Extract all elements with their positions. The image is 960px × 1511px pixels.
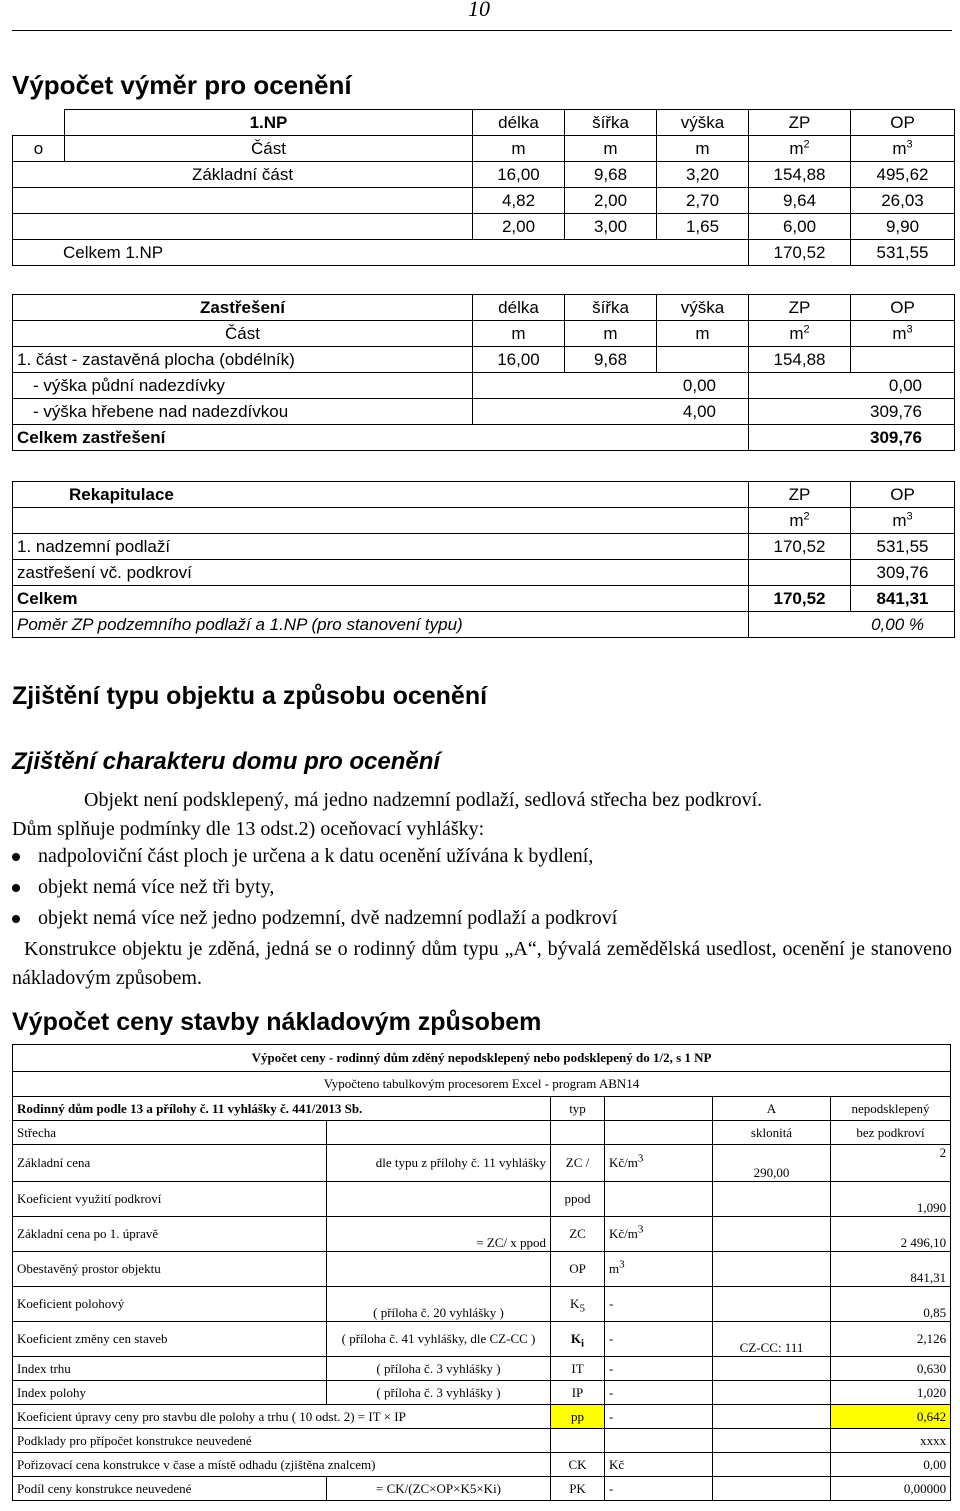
row-label: Index trhu (13, 1357, 327, 1381)
cell: 2,00 (473, 214, 565, 240)
total-label: Celkem zastřešení (13, 425, 749, 451)
cell: 309,76 (749, 399, 955, 425)
bullet-icon (12, 915, 20, 923)
cell: ( příloha č. 3 vyhlášky ) (327, 1357, 551, 1381)
cell (327, 1182, 551, 1217)
cell: 4,82 (473, 188, 565, 214)
total-zp: 170,52 (749, 240, 851, 266)
cell (605, 1121, 713, 1145)
cell: 2,70 (657, 188, 749, 214)
table-row (13, 1145, 951, 1182)
cell: 841,31 (831, 1252, 951, 1287)
cell: - (605, 1477, 713, 1501)
total-op: 309,76 (749, 425, 955, 451)
cell: 6,00 (749, 214, 851, 240)
cell: 0,85 (831, 1287, 951, 1322)
table-row (13, 1322, 951, 1357)
cell: ( příloha č. 20 vyhlášky ) (327, 1287, 551, 1322)
table-row (13, 1405, 951, 1429)
header-rule (12, 30, 952, 31)
col-sirka: šířka (565, 110, 657, 136)
table-row (13, 214, 955, 240)
unit-m2: $m^2$ (749, 508, 851, 534)
cell: 3,00 (565, 214, 657, 240)
row-label (13, 214, 473, 240)
section-title-vypocet: Výpočet ceny stavby nákladovým způsobem (12, 1008, 542, 1036)
roof-header-row (13, 295, 955, 321)
np-cast-header: Část (65, 136, 473, 162)
cell: bez podkroví (831, 1121, 951, 1145)
unit-m: m (565, 321, 657, 347)
np-o-cell: o (13, 136, 65, 162)
row-label: Koeficient polohový (13, 1287, 327, 1322)
cell (713, 1217, 831, 1252)
cell: ZC (551, 1217, 605, 1252)
page-number: 10 (468, 0, 490, 21)
row-label: Rodinný dům podle 13 a přílohy č. 11 vyhlášky č. 441/2013 Sb. (13, 1097, 551, 1121)
cell: typ (551, 1097, 605, 1121)
cell: 495,62 (851, 162, 955, 188)
cell: IT (551, 1357, 605, 1381)
col-op: OP (851, 482, 955, 508)
unit-m: m (473, 136, 565, 162)
cell: 2 (831, 1145, 951, 1182)
recap-header-row (13, 482, 955, 508)
table-row (13, 1381, 951, 1405)
ratio-label: Poměr ZP podzemního podlaží a 1.NP (pro stanovení typu) (13, 612, 749, 638)
roof-table (12, 294, 955, 451)
col-op: OP (851, 110, 955, 136)
cell: 0,00 (473, 373, 749, 399)
np-units-row (13, 136, 955, 162)
np-header-row (13, 110, 955, 136)
np-total-row (13, 240, 955, 266)
table-row (13, 1252, 951, 1287)
section-title-typ: Zjištění typu objektu a způsobu ocenění (12, 682, 488, 710)
cell: IP (551, 1381, 605, 1405)
cell: nepodsklepený (831, 1097, 951, 1121)
cell: 0,642 (831, 1405, 951, 1429)
cell (713, 1453, 831, 1477)
total-label: Celkem 1.NP (13, 240, 749, 266)
section-title-charakter: Zjištění charakteru domu pro ocenění (12, 748, 441, 775)
cell: 9,90 (851, 214, 955, 240)
cell (551, 1121, 605, 1145)
bullet-icon (12, 853, 20, 861)
ki-symbol: $K_i$ (551, 1322, 605, 1357)
row-label: 1. část - zastavěná plocha (obdélník) (13, 347, 473, 373)
row-label: Základní cena po 1. úpravě (13, 1217, 327, 1252)
recap-units-row (13, 508, 955, 534)
cell: 1,090 (831, 1182, 951, 1217)
cell: 0,00000 (831, 1477, 951, 1501)
col-sirka: šířka (565, 295, 657, 321)
cell: OP (551, 1252, 605, 1287)
row-label: zastřešení vč. podkroví (13, 560, 749, 586)
col-delka: délka (473, 295, 565, 321)
row-label: Podklady pro přípočet konstrukce neuvedené (13, 1429, 551, 1453)
cell: - (605, 1287, 713, 1322)
row-label: Střecha (13, 1121, 327, 1145)
table-row (13, 1453, 951, 1477)
cell (713, 1429, 831, 1453)
cell: CZ-CC: 111 (713, 1322, 831, 1357)
cell (713, 1381, 831, 1405)
row-label: Podíl ceny konstrukce neuvedené (13, 1477, 327, 1501)
section-title-vymery: Výpočet výměr pro ocenění (12, 70, 352, 100)
table-row (13, 560, 955, 586)
total-op: 841,31 (851, 586, 955, 612)
cell: 9,64 (749, 188, 851, 214)
cell: A (713, 1097, 831, 1121)
recap-ratio-row (13, 612, 955, 638)
row-label: Index polohy (13, 1381, 327, 1405)
calc-table (12, 1044, 951, 1501)
cell (327, 1252, 551, 1287)
cell: 2,00 (565, 188, 657, 214)
cell: ( příloha č. 41 vyhlášky, dle CZ-CC ) (327, 1322, 551, 1357)
cell: 531,55 (851, 534, 955, 560)
calc-subtitle: Vypočteno tabulkovým procesorem Excel - program ABN14 (13, 1072, 951, 1097)
cell (713, 1357, 831, 1381)
unit-m3: $m^3$ (851, 321, 955, 347)
k5-symbol: $K_5$ (551, 1287, 605, 1322)
calc-title: Výpočet ceny - rodinný dům zděný nepodsklepený nebo podsklepený do 1/2, s 1 NP (13, 1045, 951, 1072)
unit-kc-m3: $Kč/m^3$ (605, 1217, 713, 1252)
cell (605, 1182, 713, 1217)
unit-m2: $m^2$ (749, 136, 851, 162)
table-row (13, 347, 955, 373)
table-row (13, 1182, 951, 1217)
cell: 9,68 (565, 347, 657, 373)
cell: 26,03 (851, 188, 955, 214)
cell (657, 347, 749, 373)
unit-m: m (657, 136, 749, 162)
list-item-text: objekt nemá více než jedno podzemní, dvě nadzemní podlaží a podkroví (38, 907, 618, 929)
cell: 0,630 (831, 1357, 951, 1381)
bullet-icon (12, 884, 20, 892)
roof-header-label: Zastřešení (13, 295, 473, 321)
cell (713, 1477, 831, 1501)
unit-m2: $m^2$ (749, 321, 851, 347)
cell (551, 1429, 605, 1453)
cell: CK (551, 1453, 605, 1477)
calc-title-row (13, 1045, 951, 1072)
cell: 1,020 (831, 1381, 951, 1405)
col-vyska: výška (657, 295, 749, 321)
col-zp: ZP (749, 482, 851, 508)
list-item (12, 845, 593, 868)
calc-subtitle-row (13, 1072, 951, 1097)
cell (713, 1182, 831, 1217)
cell: 154,88 (749, 162, 851, 188)
cell: sklonitá (713, 1121, 831, 1145)
ratio-value: 0,00 % (749, 612, 955, 638)
row-label: Pořizovací cena konstrukce v čase a místě odhadu (zjištěna znalcem) (13, 1453, 551, 1477)
cell: 16,00 (473, 347, 565, 373)
table-row (13, 1217, 951, 1252)
cell: 2 496,10 (831, 1217, 951, 1252)
row-label: Obestavěný prostor objektu (13, 1252, 327, 1287)
cell: ppod (551, 1182, 605, 1217)
cell: 9,68 (565, 162, 657, 188)
row-label: Základní část (13, 162, 473, 188)
table-row (13, 534, 955, 560)
cell (713, 1252, 831, 1287)
recap-total-row (13, 586, 955, 612)
cell (327, 1121, 551, 1145)
cell: ( příloha č. 3 vyhlášky ) (327, 1381, 551, 1405)
cell: 154,88 (749, 347, 851, 373)
table-row (13, 399, 955, 425)
table-row (13, 188, 955, 214)
roof-cast-header: Část (13, 321, 473, 347)
unit-kc-m3: $Kč/m^3$ (605, 1145, 713, 1182)
cell: = CK/(ZC×OP×K5×Ki) (327, 1477, 551, 1501)
cell: 170,52 (749, 534, 851, 560)
row-label: Koeficient úpravy ceny pro stavbu dle polohy a trhu ( 10 odst. 2) = IT × IP (13, 1405, 551, 1429)
cell: - (605, 1381, 713, 1405)
recap-table (12, 481, 955, 638)
list-item-text: objekt nemá více než tři byty, (38, 876, 275, 898)
table-row (13, 1429, 951, 1453)
cell: 0,00 (831, 1453, 951, 1477)
cell: = ZC/ x ppod (327, 1217, 551, 1252)
recap-header-label: Rekapitulace (13, 482, 749, 508)
table-row (13, 162, 955, 188)
np-header-label: 1.NP (65, 110, 473, 136)
table-row (13, 1477, 951, 1501)
cell: dle typu z přílohy č. 11 vyhlášky (327, 1145, 551, 1182)
list-item-text: nadpoloviční část ploch je určena a k datu ocenění užívána k bydlení, (38, 845, 594, 867)
total-op: 531,55 (851, 240, 955, 266)
unit-m3: $m^3$ (851, 508, 955, 534)
empty-cell (13, 508, 749, 534)
unit-m: m (473, 321, 565, 347)
paragraph-podminky: Dům splňuje podmínky dle 13 odst.2) oceňovací vyhlášky: (12, 818, 485, 840)
table-row (13, 1121, 951, 1145)
cell: pp (551, 1405, 605, 1429)
row-label: Základní cena (13, 1145, 327, 1182)
row-label: - výška půdní nadezdívky (13, 373, 473, 399)
row-label: - výška hřebene nad nadezdívkou (13, 399, 473, 425)
cell: 1,65 (657, 214, 749, 240)
cell: 16,00 (473, 162, 565, 188)
col-op: OP (851, 295, 955, 321)
cell: 2,126 (831, 1322, 951, 1357)
roof-units-row (13, 321, 955, 347)
col-vyska: výška (657, 110, 749, 136)
table-row (13, 1287, 951, 1322)
cell: - (605, 1357, 713, 1381)
row-label (13, 188, 473, 214)
cell: - (605, 1322, 713, 1357)
unit-m: m (565, 136, 657, 162)
cell: xxxx (831, 1429, 951, 1453)
cell (851, 347, 955, 373)
row-label: 1. nadzemní podlaží (13, 534, 749, 560)
cell (713, 1287, 831, 1322)
cell (605, 1429, 713, 1453)
col-delka: délka (473, 110, 565, 136)
unit-m3: $m^3$ (851, 136, 955, 162)
cell: 3,20 (657, 162, 749, 188)
cell: PK (551, 1477, 605, 1501)
cell: 0,00 (749, 373, 955, 399)
col-zp: ZP (749, 110, 851, 136)
table-row (13, 373, 955, 399)
cell: ZC / (551, 1145, 605, 1182)
cell: 290,00 (713, 1145, 831, 1182)
cell: - (605, 1405, 713, 1429)
table-row (13, 1097, 951, 1121)
list-item (12, 907, 617, 930)
total-label: Celkem (13, 586, 749, 612)
cell (713, 1405, 831, 1429)
unit-m3: $m^3$ (605, 1252, 713, 1287)
np-table (12, 109, 955, 266)
col-zp: ZP (749, 295, 851, 321)
list-item (12, 876, 274, 899)
table-row (13, 1357, 951, 1381)
row-label: Koeficient změny cen staveb (13, 1322, 327, 1357)
cell: Kč (605, 1453, 713, 1477)
cell: 309,76 (851, 560, 955, 586)
unit-m: m (657, 321, 749, 347)
roof-total-row (13, 425, 955, 451)
total-zp: 170,52 (749, 586, 851, 612)
cell (749, 560, 851, 586)
paragraph-objekt: Objekt není podsklepený, má jedno nadzemní podlaží, sedlová střecha bez podkroví. (84, 789, 763, 811)
row-label: Koeficient využití podkroví (13, 1182, 327, 1217)
paragraph-konstrukce: Konstrukce objektu je zděná, jedná se o rodinný dům typu „A“, bývalá zemědělská usedlost, ocenění je stanoveno nákladovým způsobem. (12, 938, 952, 989)
cell (605, 1097, 713, 1121)
cell: 4,00 (473, 399, 749, 425)
